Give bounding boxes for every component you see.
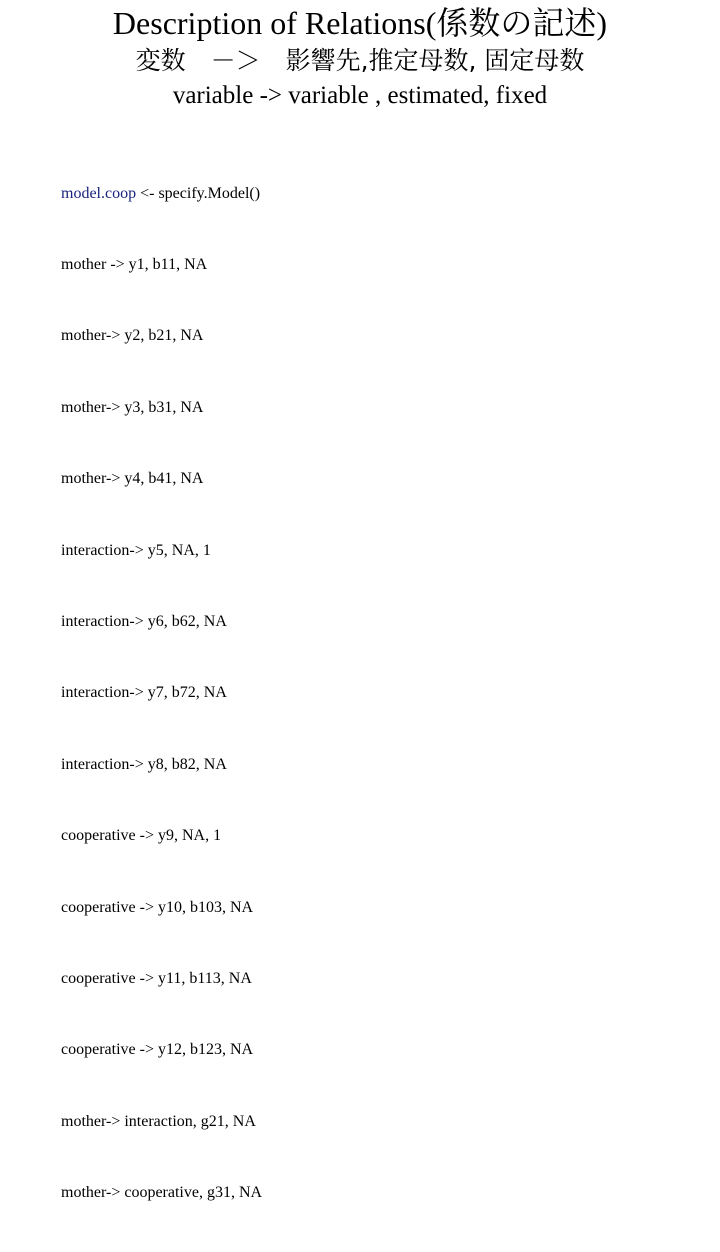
code-line: interaction-> y5, NA, 1 — [61, 541, 211, 559]
code-line: interaction-> y8, b82, NA — [61, 755, 227, 773]
code-line: mother-> interaction, g21, NA — [61, 1112, 256, 1130]
code-block — [61, 134, 262, 1252]
code-line-model-spec — [61, 182, 262, 206]
code-line: cooperative -> y10, b103, NA — [61, 898, 254, 916]
model-spec-call: <- specify.Model() — [136, 184, 261, 202]
code-line: mother-> cooperative, g31, NA — [61, 1184, 263, 1202]
subtitle-english: variable -> variable , estimated, fixed — [172, 82, 548, 109]
model-object-name: model.coop — [61, 184, 137, 202]
code-line: mother-> y2, b21, NA — [61, 327, 204, 345]
code-line: mother-> y3, b31, NA — [61, 398, 204, 416]
code-line: cooperative -> y11, b113, NA — [61, 969, 252, 987]
code-line: interaction-> y6, b62, NA — [61, 612, 227, 630]
code-line: mother-> y4, b41, NA — [61, 470, 204, 488]
code-line: cooperative -> y9, NA, 1 — [61, 827, 222, 845]
code-line: cooperative -> y12, b123, NA — [61, 1041, 254, 1059]
code-line: interaction-> y7, b72, NA — [61, 684, 227, 702]
slide-title: Description of Relations(係数の記述) — [112, 5, 608, 41]
subtitle-japanese: 変数 －＞ 影響先,推定母数, 固定母数 — [135, 46, 585, 75]
code-line: mother -> y1, b11, NA — [61, 255, 208, 273]
